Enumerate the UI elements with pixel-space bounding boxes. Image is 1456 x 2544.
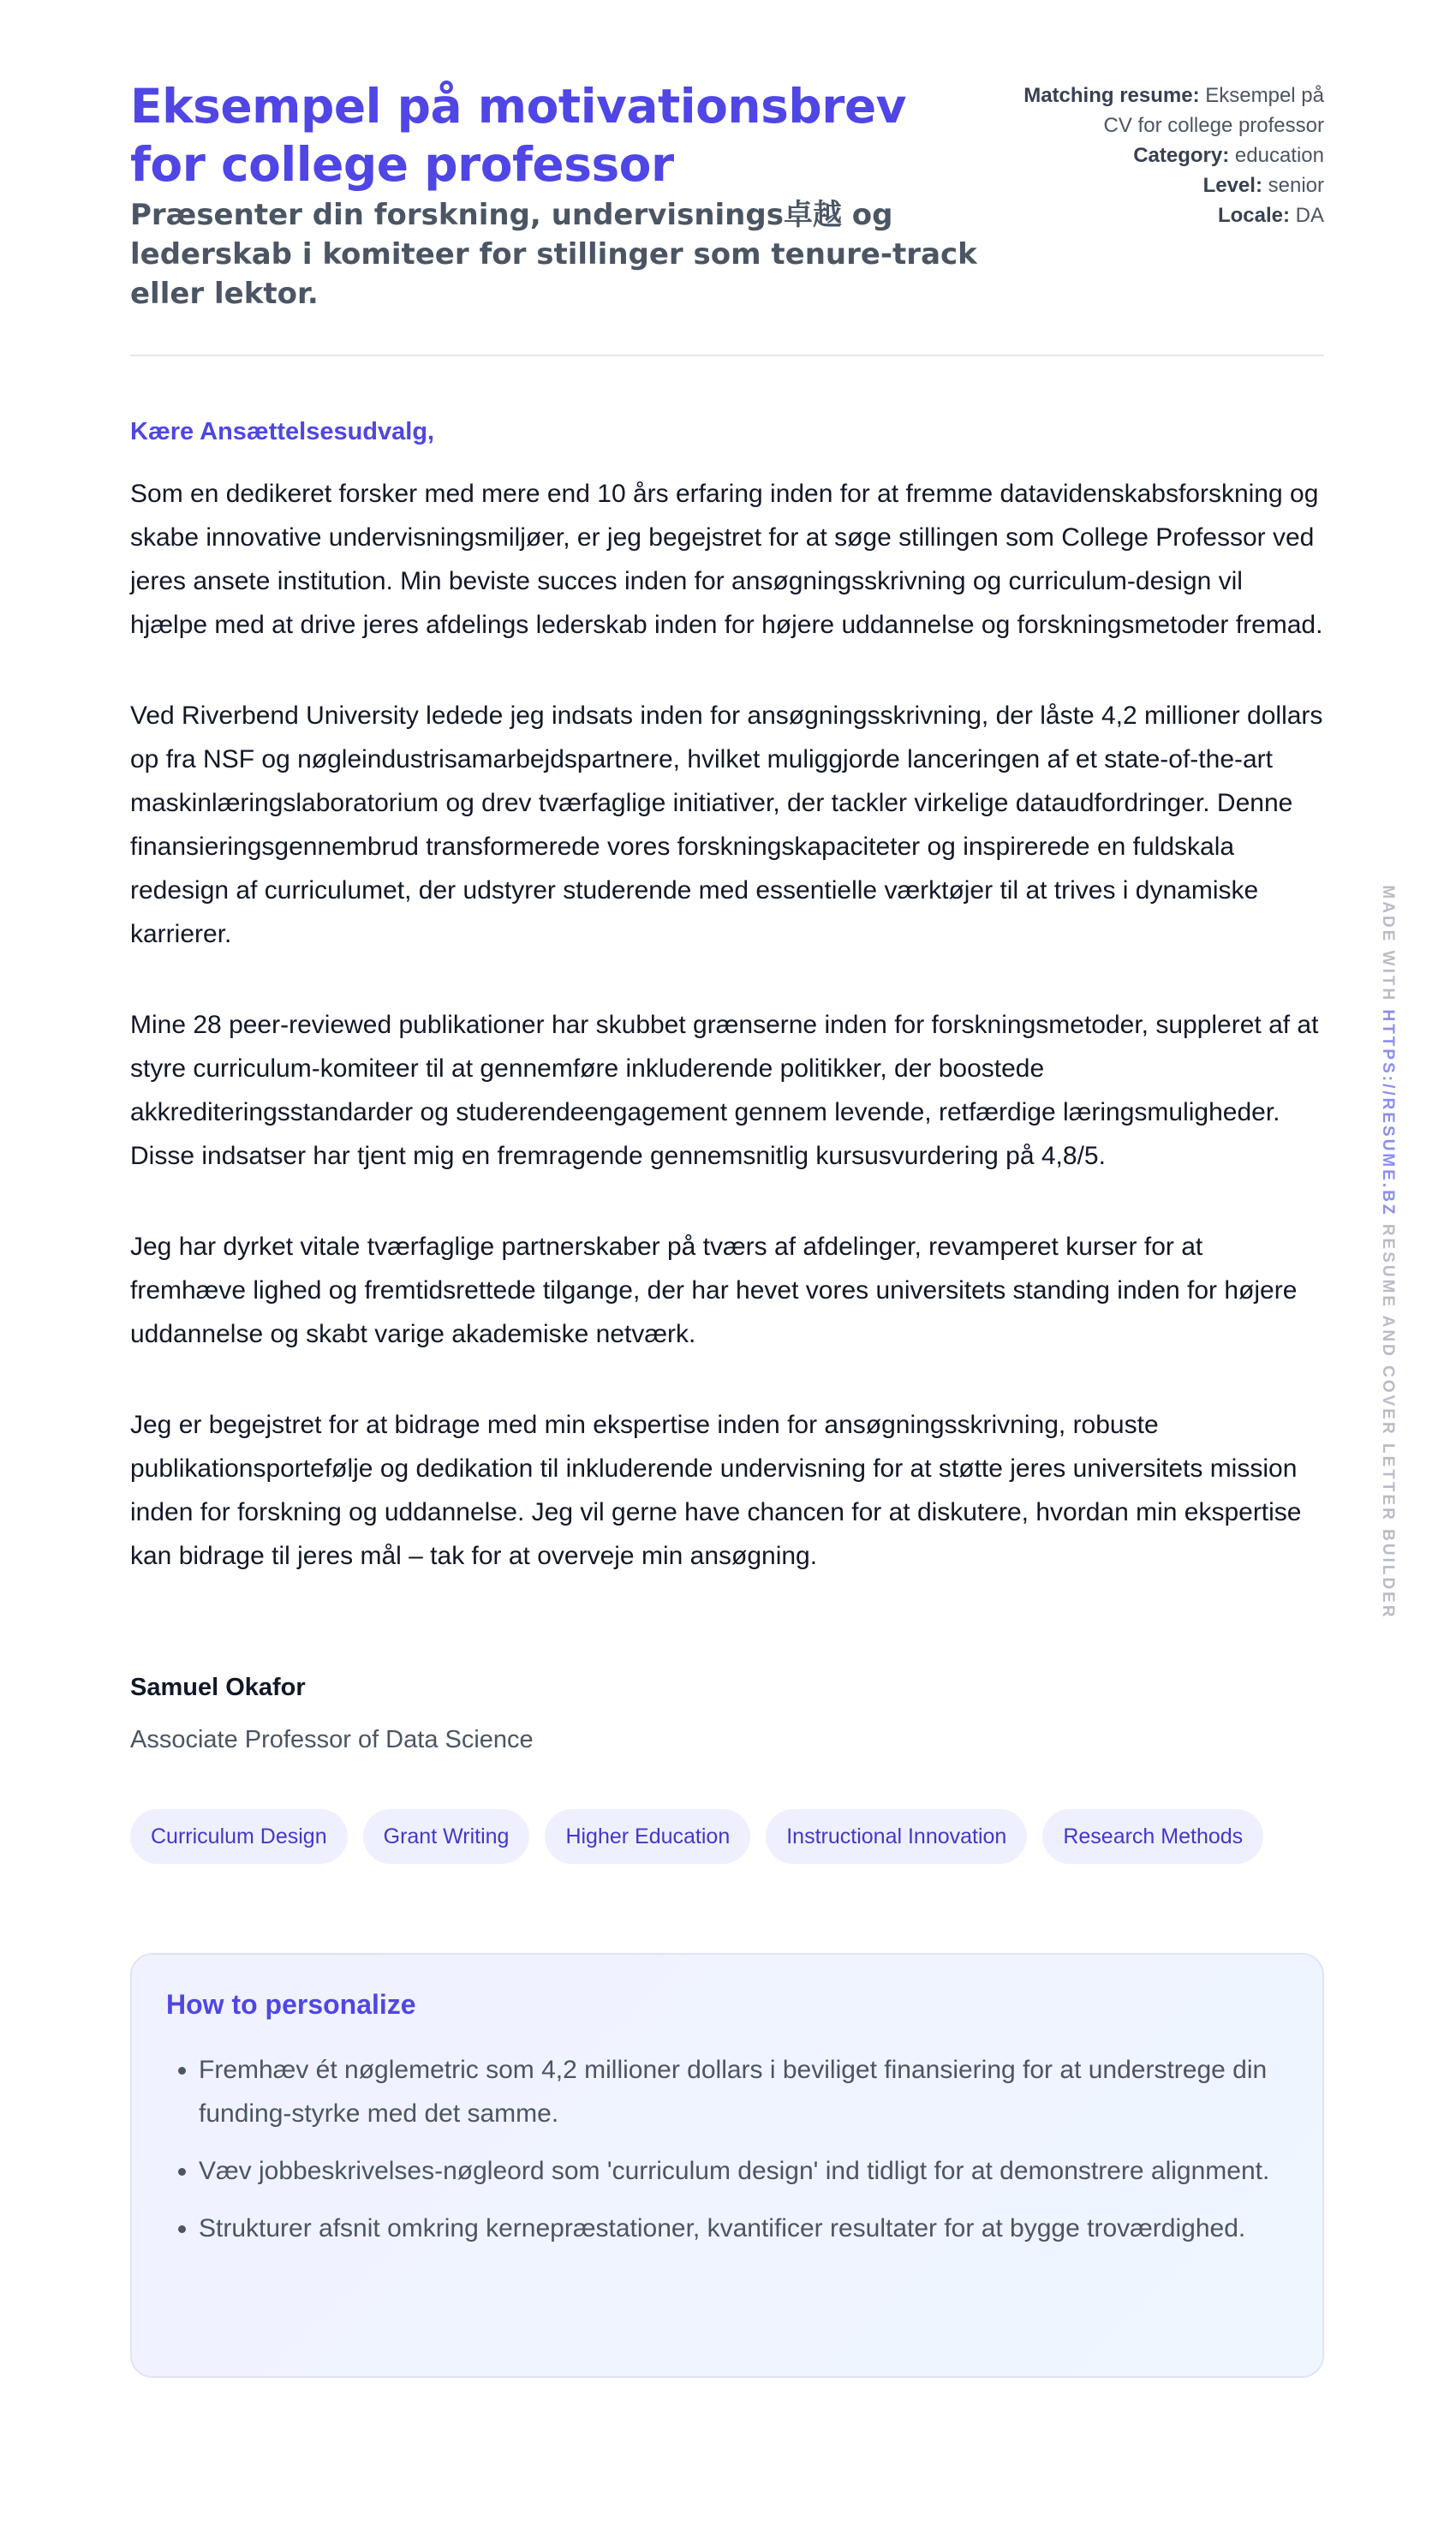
meta-locale-value: DA xyxy=(1295,204,1324,227)
skill-tag[interactable]: Grant Writing xyxy=(363,1809,530,1864)
meta-matching-resume-value[interactable]: Eksempel på CV for college professor xyxy=(1103,84,1324,137)
signature-role: Associate Professor of Data Science xyxy=(130,1726,534,1753)
cover-letter-page xyxy=(130,77,1324,2378)
tips-title: How to personalize xyxy=(166,1989,416,2020)
watermark-suffix: RESUME AND COVER LETTER BUILDER xyxy=(1379,1223,1397,1620)
watermark xyxy=(1378,885,1397,1619)
meta-locale xyxy=(1016,200,1324,230)
skill-tag[interactable]: Curriculum Design xyxy=(130,1809,348,1864)
watermark-link[interactable]: HTTPS://RESUME.BZ xyxy=(1379,1009,1397,1217)
meta-level-label: Level: xyxy=(1202,174,1262,197)
skill-tag[interactable]: Higher Education xyxy=(545,1809,750,1864)
letter-paragraph: Jeg har dyrket vitale tværfaglige partnerskaber på tværs af afdelinger, revamperet kurser for at fremhæve lighed og fremtidsrettede tilgange, der har hevet vores universitets standing inden for højere uddannelse og skabt varige akademiske netværk. xyxy=(130,1233,1298,1348)
meta-level-value: senior xyxy=(1268,174,1324,197)
meta-category xyxy=(1016,140,1324,170)
letter-paragraph: Mine 28 peer-reviewed publikationer har skubbet grænserne inden for forskningsmetoder, suppleret af at styre curriculum-komiteer til at gennemføre inkluderende politikker, der boostede akkrediteringsstandarder og studerendeengagement gennem levende, retfærdige læringsmuligheder. Disse indsatser har tjent mig en fremragende gennemsnitlig kursusvurdering på 4,8/5. xyxy=(130,1011,1319,1170)
meta-category-label: Category: xyxy=(1133,144,1230,167)
meta-level xyxy=(1016,170,1324,200)
skill-tag[interactable]: Instructional Innovation xyxy=(766,1809,1027,1864)
meta-locale-label: Locale: xyxy=(1217,204,1290,227)
tip-item: • Strukturer afsnit omkring kernepræstationer, kvantificer resultater for at bygge troværdighed. xyxy=(199,2207,1288,2250)
letter-body xyxy=(130,472,1324,1578)
letter-paragraph: Som en dedikeret forsker med mere end 10 års erfaring inden for at fremme datavidenskabsforskning og skabe innovative undervisningsmiljøer, er jeg begejstret for at søge stillingen som College Professor ved jeres ansete institution. Min beviste succes inden for ansøgningsskrivning og curriculum-design vil hjælpe med at drive jeres afdelings lederskab inden for højere uddannelse og forskningsmetoder fremad. xyxy=(130,480,1323,639)
tips-list xyxy=(166,2048,1288,2250)
tip-item: • Fremhæv ét nøglemetric som 4,2 millioner dollars i beviliget finansiering for at understrege din funding-styrke med det samme. xyxy=(199,2048,1288,2135)
meta-panel xyxy=(1016,77,1324,230)
letter-paragraph: Ved Riverbend University ledede jeg indsats inden for ansøgningsskrivning, der låste 4,2 millioner dollars op fra NSF og nøgleindustrisamarbejdspartnere, hvilket muliggjorde lanceringen af et state-of-the-art maskinlæringslaboratorium og drev tværfaglige initiativer, der tackler virkelige dataudfordringer. Denne finansieringsgennembrud transformerede vores forskningskapaciteter og inspirerede en fuldskala redesign af curriculumet, der udstyrer studerende med essentielle værktøjer til at trives i dynamiske karrierer. xyxy=(130,702,1323,948)
meta-category-value: education xyxy=(1234,144,1324,167)
personalize-tips-box xyxy=(130,1953,1324,2378)
header xyxy=(130,77,1324,356)
title-block xyxy=(130,77,987,314)
meta-matching-resume-label: Matching resume: xyxy=(1023,84,1200,107)
signature-name: Samuel Okafor xyxy=(130,1674,306,1701)
tip-item: • Væv jobbeskrivelses-nøgleord som 'curriculum design' ind tidligt for at demonstrere alignment. xyxy=(199,2149,1288,2193)
letter-paragraph: Jeg er begejstret for at bidrage med min ekspertise inden for ansøgningsskrivning, robuste publikationsportefølje og dedikation til inkluderende undervisning for at støtte jeres universitets mission inden for forskning og uddannelse. Jeg vil gerne have chancen for at diskutere, hvordan min ekspertise kan bidrage til jeres mål – tak for at overveje min ansøgning. xyxy=(130,1411,1302,1570)
skill-tag[interactable]: Research Methods xyxy=(1042,1809,1263,1864)
page-subtitle: Præsenter din forskning, undervisnings卓越 og lederskab i komiteer for stillinger som tenure-track eller lektor. xyxy=(130,198,977,311)
skill-tags xyxy=(130,1809,1324,1864)
letter-salutation: Kære Ansættelsesudvalg, xyxy=(130,418,435,445)
page-title: Eksempel på motivationsbrev for college professor xyxy=(130,79,906,192)
watermark-prefix: MADE WITH xyxy=(1379,885,1397,1003)
meta-matching-resume xyxy=(1016,81,1324,140)
